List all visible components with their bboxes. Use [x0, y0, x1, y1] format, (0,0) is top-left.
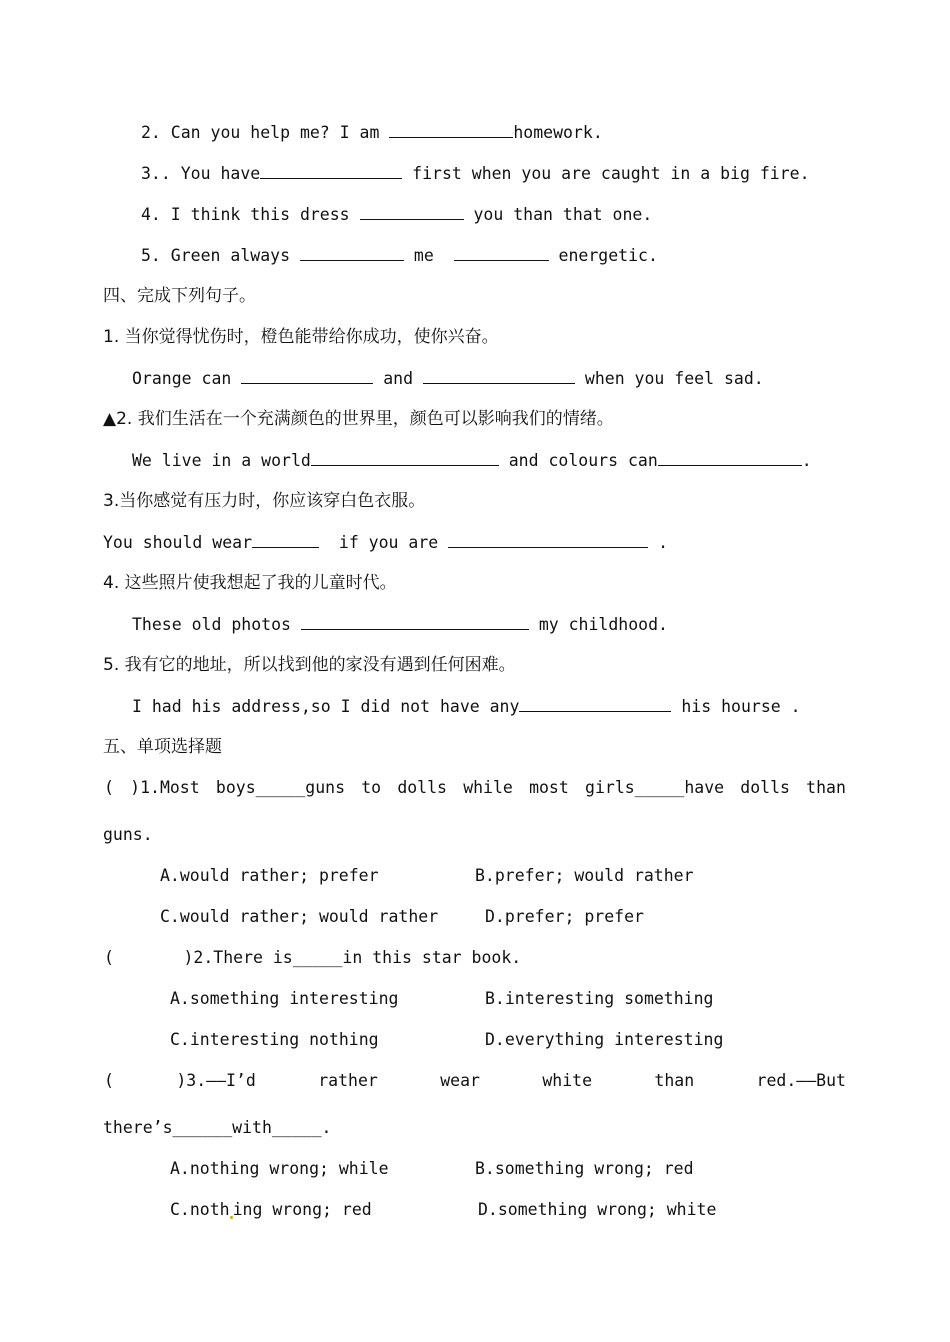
fill-item-4: 4. I think this dress you than that one. [141, 205, 653, 224]
option-2a[interactable]: A.something interesting [170, 989, 399, 1008]
answer-blank[interactable] [260, 162, 402, 179]
sentence-5-english: I had his address,so I did not have any his hourse . [132, 697, 801, 716]
answer-blank[interactable] [454, 244, 549, 261]
answer-blank[interactable] [519, 695, 671, 712]
answer-blank[interactable] [241, 367, 373, 384]
sentence-2-english: We live in a world and colours can . [132, 451, 812, 470]
choice-question-2-stem: ( )2.There is_____in this star book. [104, 948, 522, 967]
option-2c[interactable]: C.interesting nothing [170, 1030, 379, 1049]
option-3d[interactable]: D.something wrong; white [478, 1200, 717, 1219]
fill-item-2: 2. Can you help me? I am homework. [141, 123, 603, 142]
option-2b[interactable]: B.interesting something [485, 989, 714, 1008]
answer-blank[interactable] [423, 367, 575, 384]
option-3a[interactable]: A.nothing wrong; while [170, 1159, 389, 1178]
choice-question-3-stem: ( )3.——I’d rather wear white than red.——But [104, 1071, 846, 1090]
option-3c[interactable]: C.noth ing wrong; red [170, 1200, 372, 1219]
section-4-heading: 四、完成下列句子。 [103, 286, 256, 306]
sentence-2-chinese: ▲2. 我们生活在一个充满颜色的世界里，颜色可以影响我们的情绪。 [103, 409, 614, 429]
sentence-3-english: You should wear if you are . [103, 533, 669, 552]
answer-blank[interactable] [300, 244, 404, 261]
option-3b[interactable]: B.something wrong; red [475, 1159, 694, 1178]
option-1d[interactable]: D.prefer; prefer [485, 907, 644, 926]
answer-blank[interactable] [448, 531, 648, 548]
answer-blank[interactable] [311, 449, 499, 466]
option-2d[interactable]: D.everything interesting [485, 1030, 724, 1049]
answer-blank[interactable] [658, 449, 802, 466]
option-1b[interactable]: B.prefer; would rather [475, 866, 694, 885]
choice-question-3-stem-cont: there’s______with_____. [103, 1118, 332, 1137]
answer-blank[interactable] [252, 531, 319, 548]
answer-blank[interactable] [301, 613, 529, 630]
answer-blank[interactable] [360, 203, 464, 220]
sentence-1-english: Orange can and when you feel sad. [132, 369, 764, 388]
sentence-1-chinese: 1. 当你觉得忧伤时，橙色能带给你成功，使你兴奋。 [103, 327, 499, 347]
choice-question-1-stem: ( )1.Most boys_____guns to dolls while most girls_____have dolls than [104, 778, 846, 797]
fill-item-3: 3.. You have first when you are caught in a big fire. [141, 164, 810, 183]
choice-question-1-stem-cont: guns. [103, 825, 153, 844]
section-5-heading: 五、单项选择题 [103, 737, 222, 757]
fill-item-5: 5. Green always me energetic. [141, 246, 658, 265]
option-1a[interactable]: A.would rather; prefer [160, 866, 379, 885]
sentence-3-chinese: 3.当你感觉有压力时，你应该穿白色衣服。 [103, 491, 426, 511]
sentence-4-chinese: 4. 这些照片使我想起了我的儿童时代。 [103, 573, 397, 593]
sentence-5-chinese: 5. 我有它的地址，所以找到他的家没有遇到任何困难。 [103, 655, 516, 675]
option-1c[interactable]: C.would rather; would rather [160, 907, 439, 926]
answer-blank[interactable] [389, 121, 513, 138]
sentence-4-english: These old photos my childhood. [132, 615, 668, 634]
